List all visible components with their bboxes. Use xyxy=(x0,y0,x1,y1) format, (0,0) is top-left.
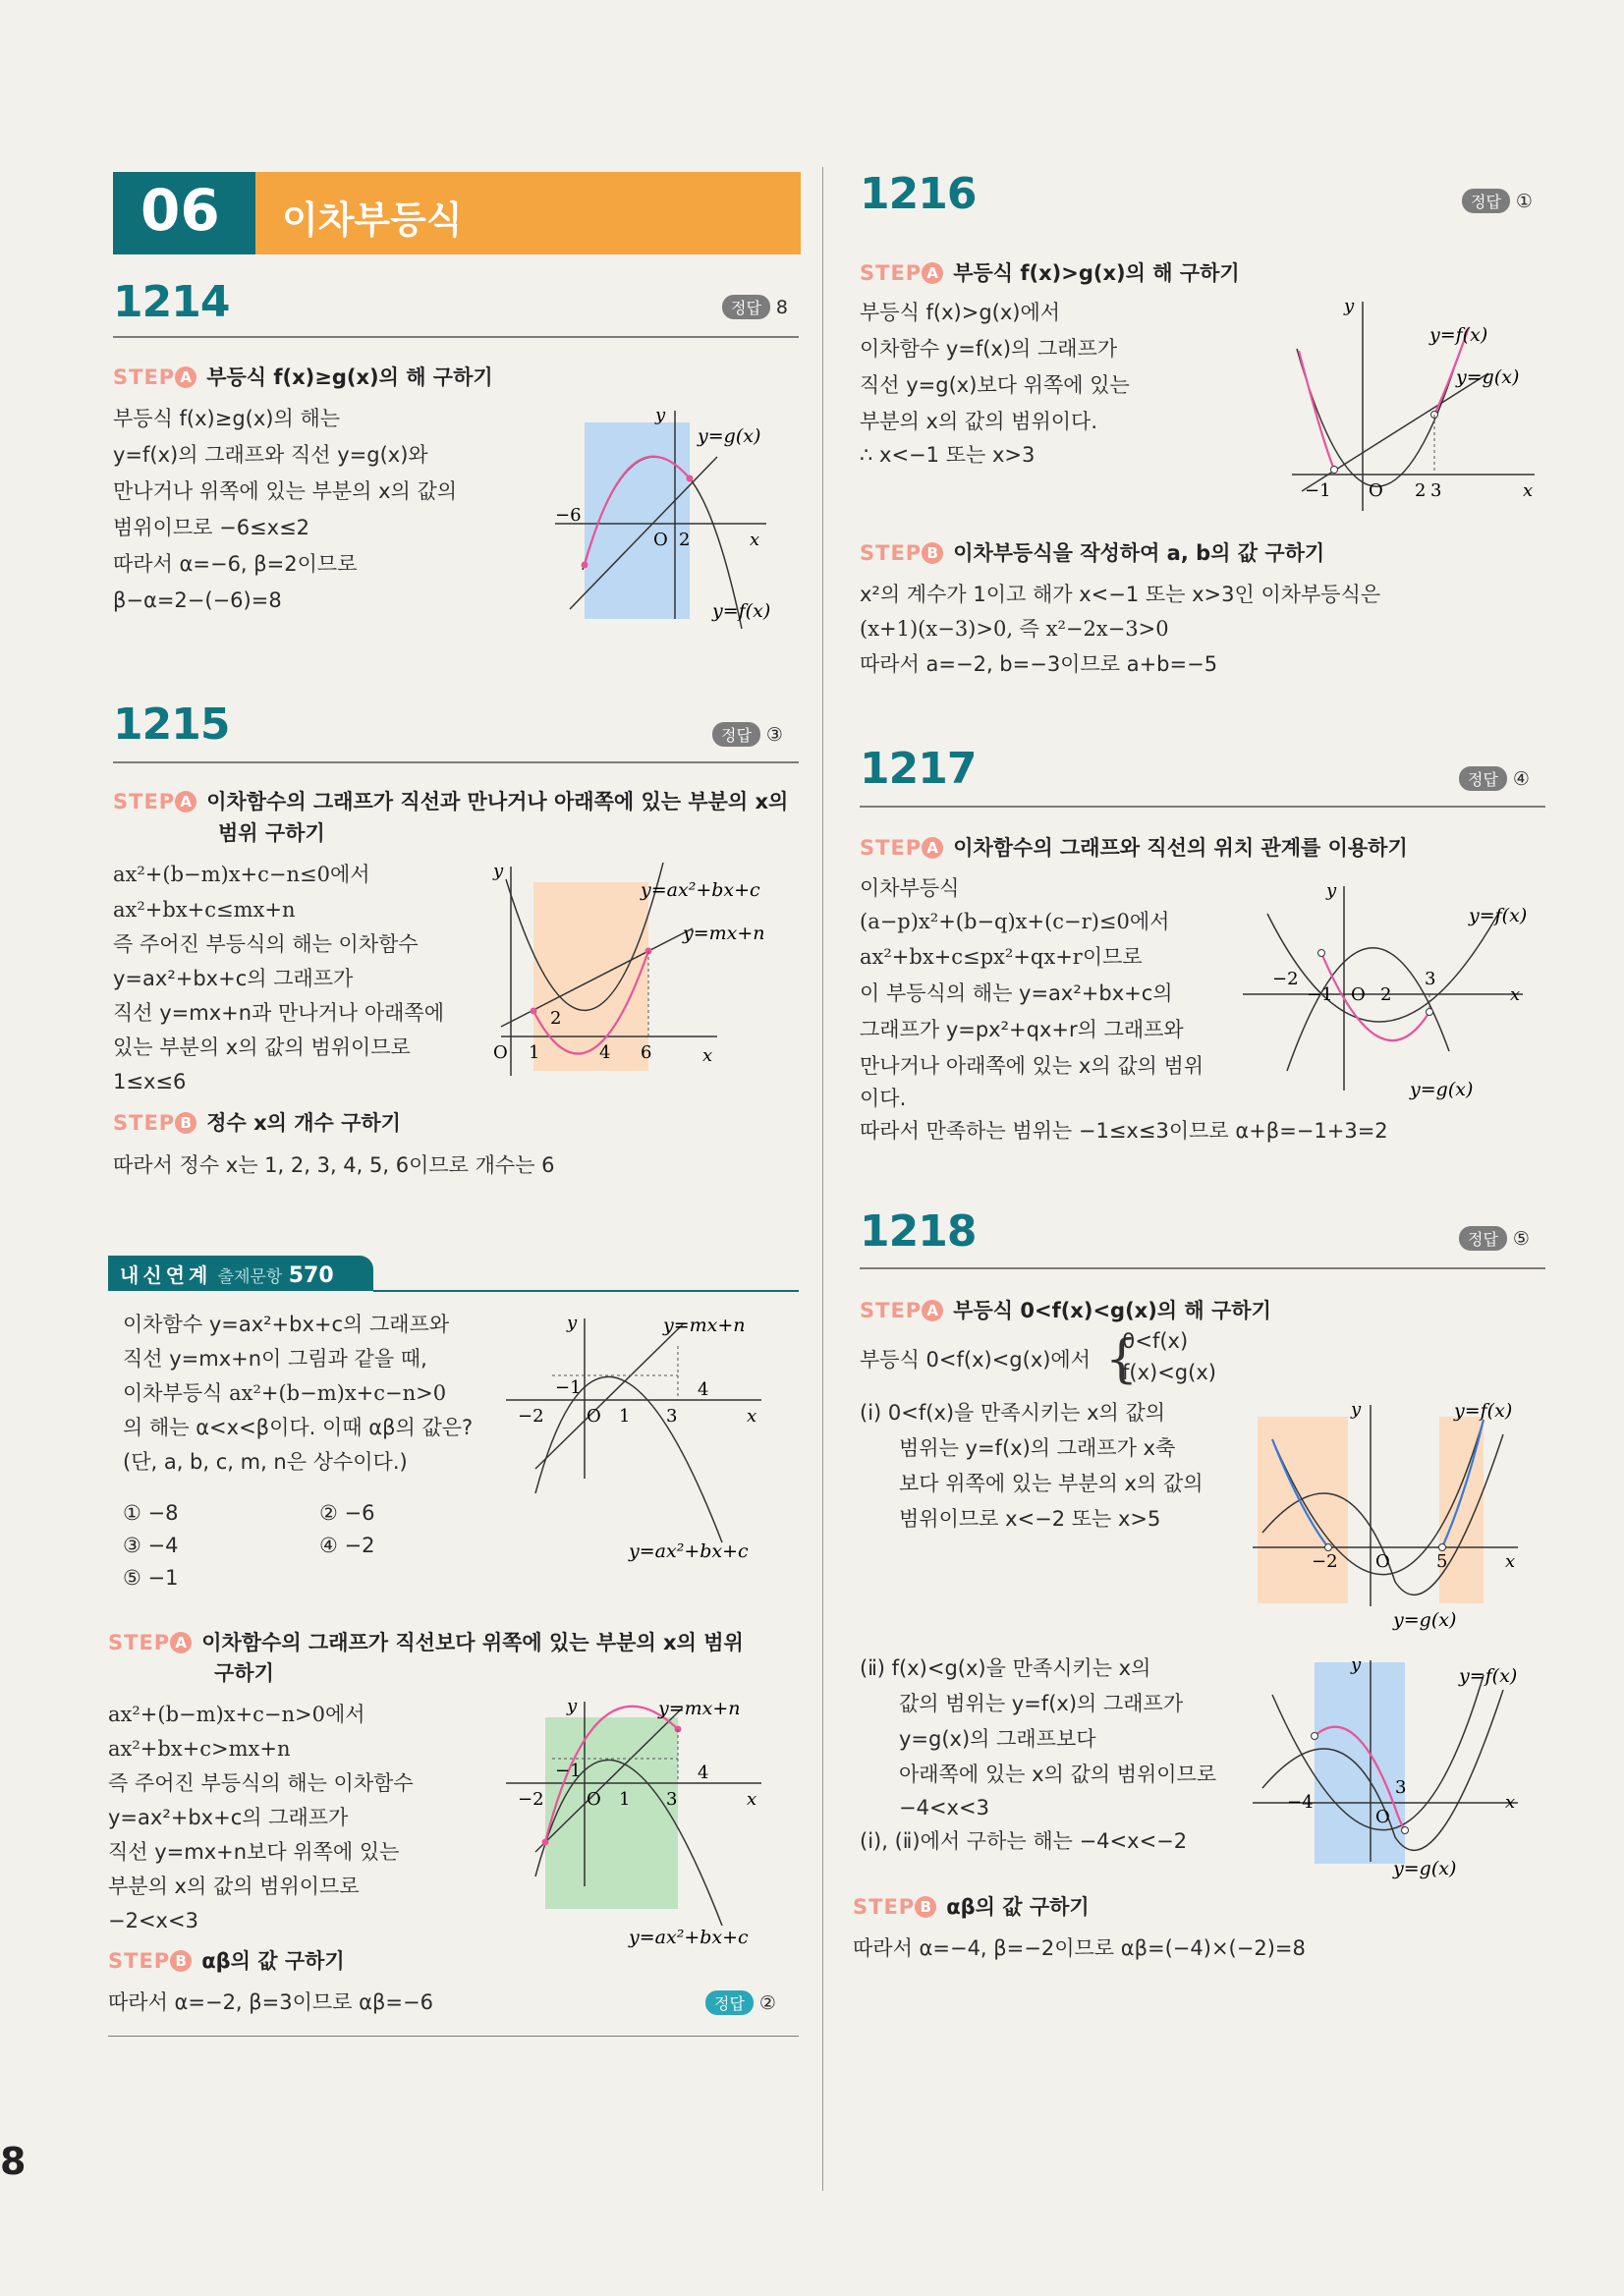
intersection-point xyxy=(1312,1733,1318,1740)
graph-570-solution xyxy=(496,1690,801,1950)
step-label: STEP xyxy=(113,365,176,389)
tick-label: −2 xyxy=(1272,969,1299,989)
curve-label: y=g(x) xyxy=(1410,1079,1474,1100)
graph-1218-i xyxy=(1248,1395,1552,1631)
step-letter: A xyxy=(175,366,196,388)
line: 부분의 x의 값의 범위이다. xyxy=(860,410,1097,433)
step-a-1217 xyxy=(860,832,1408,862)
choice-1: ① −8 xyxy=(123,1501,179,1525)
tick-label: 4 xyxy=(698,1763,709,1783)
axis-label-y: y xyxy=(1351,1654,1362,1675)
case-ii-line: 아래쪽에 있는 x의 값의 범위이므로 xyxy=(899,1763,1217,1786)
answer-1214 xyxy=(722,295,788,319)
step-b-1218 xyxy=(853,1891,1090,1921)
axis-label-y: y xyxy=(567,1313,578,1333)
step-label: STEP xyxy=(113,1111,176,1135)
step-label: STEP xyxy=(108,1631,171,1654)
line: 만나거나 위쪽에 있는 부분의 x의 값의 xyxy=(113,479,458,503)
step-letter: B xyxy=(915,1896,936,1918)
step-b-1216 xyxy=(860,537,1324,567)
line: 따라서 a=−2, b=−3이므로 a+b=−5 xyxy=(860,652,1218,676)
line: 만나거나 아래쪽에 있는 x의 값의 범위 xyxy=(860,1054,1204,1078)
line: 그래프가 y=px²+qx+r의 그래프와 xyxy=(860,1018,1184,1041)
tick-label: 1 xyxy=(529,1042,540,1063)
axis-label-x: x xyxy=(702,1045,713,1066)
answer-badge: 정답 xyxy=(705,1990,754,2015)
problem-number-1214: 1214 xyxy=(113,277,230,327)
line: x²의 계수가 1이고 해가 x<−1 또는 x>3인 이차부등식은 xyxy=(860,583,1381,606)
step-letter: B xyxy=(175,1112,196,1134)
chapter-header xyxy=(113,172,801,254)
step-a-1214 xyxy=(113,362,493,391)
line: 따라서 α=−6, β=2이므로 xyxy=(113,552,358,576)
curve-quadratic xyxy=(535,1376,722,1542)
question-line: (단, a, b, c, m, n은 상수이다.) xyxy=(123,1450,408,1474)
step-title: 이차함수의 그래프와 직선의 위치 관계를 이용하기 xyxy=(953,836,1408,860)
shaded-region xyxy=(1315,1662,1405,1864)
line-label: y=mx+n xyxy=(683,923,765,944)
answer-1217 xyxy=(1459,766,1530,791)
step-title: 부등식 f(x)>g(x)의 해 구하기 xyxy=(953,261,1240,285)
axis-label-x: x xyxy=(747,1789,757,1810)
step-a-1216 xyxy=(860,257,1240,287)
related-number: 570 xyxy=(288,1263,334,1288)
related-label xyxy=(120,1260,334,1288)
step-letter: A xyxy=(175,791,196,812)
step-letter: B xyxy=(922,542,943,564)
step-letter: A xyxy=(922,837,943,859)
axis-label-x: x xyxy=(1505,1551,1516,1572)
step-title: 범위 구하기 xyxy=(218,821,325,845)
step-title: 이차함수의 그래프가 직선과 만나거나 아래쪽에 있는 부분의 x의 xyxy=(206,790,789,813)
intersection-point xyxy=(1331,467,1338,474)
axis-label-x: x xyxy=(750,530,760,550)
related-label-main: 내신연계 xyxy=(120,1263,212,1287)
choice-4: ④ −2 xyxy=(319,1534,375,1557)
line: ax²+(b−m)x+c−n≤0에서 xyxy=(113,863,370,886)
shaded-region-left xyxy=(1258,1417,1348,1603)
line: ax²+bx+c≤px²+qx+r이므로 xyxy=(860,945,1143,969)
origin-label: O xyxy=(653,530,668,550)
tick-label: −1 xyxy=(555,1377,582,1398)
tick-label: 2 xyxy=(550,1008,562,1029)
problem-number-1217: 1217 xyxy=(860,744,977,794)
answer-badge: 정답 xyxy=(1459,1226,1507,1251)
intersection-point xyxy=(1402,1827,1409,1834)
axis-label-y: y xyxy=(1351,1399,1362,1420)
graph-1218-ii xyxy=(1248,1651,1552,1886)
curve-f xyxy=(1287,948,1449,1071)
step-label: STEP xyxy=(860,836,923,860)
case-iii-line: (ⅰ), (ⅱ)에서 구하는 해는 −4<x<−2 xyxy=(860,1829,1188,1853)
axis-label-y: y xyxy=(493,861,504,881)
answer-1218 xyxy=(1459,1226,1530,1251)
case-i-line: 범위는 y=f(x)의 그래프가 x축 xyxy=(899,1436,1176,1460)
origin-label: O xyxy=(587,1789,601,1810)
step-title: αβ의 값 구하기 xyxy=(946,1895,1090,1919)
origin-label: O xyxy=(493,1042,508,1063)
tick-label: 3 xyxy=(1395,1777,1407,1798)
problem-number-1218: 1218 xyxy=(860,1206,977,1257)
curve-label: y=f(x) xyxy=(1429,324,1488,346)
step-a-1215 xyxy=(113,786,788,815)
curve-label: y=g(x) xyxy=(1393,1609,1457,1631)
line-label: y=g(x) xyxy=(698,425,761,447)
root-point xyxy=(1325,1544,1332,1551)
step-label: STEP xyxy=(860,1299,923,1322)
curve-label: y=f(x) xyxy=(1469,905,1528,926)
related-label-sub: 출제문항 xyxy=(217,1267,283,1287)
system-line-2: f(x)<g(x) xyxy=(1122,1361,1216,1384)
axis-label-y: y xyxy=(567,1696,578,1716)
origin-label: O xyxy=(587,1406,601,1427)
origin-label: O xyxy=(1375,1807,1390,1827)
answer-badge: 정답 xyxy=(1462,189,1510,213)
choice-5: ⑤ −1 xyxy=(123,1566,179,1590)
curve-label: y=ax²+bx+c xyxy=(629,1927,749,1948)
curve-g xyxy=(1267,914,1498,1022)
rule-1214 xyxy=(113,336,799,338)
line: 이차부등식 xyxy=(860,876,960,900)
line: 직선 y=g(x)보다 위쪽에 있는 xyxy=(860,373,1130,397)
step-title: 이차부등식을 작성하여 a, b의 값 구하기 xyxy=(953,541,1325,565)
tick-label: 1 xyxy=(619,1406,631,1427)
intersection-point xyxy=(542,1839,549,1846)
answer-value: ① xyxy=(1515,191,1533,212)
choice-2: ② −6 xyxy=(319,1501,375,1525)
problem-number-1216: 1216 xyxy=(860,169,977,219)
step-a-570-cont xyxy=(214,1657,274,1687)
tick-label: −2 xyxy=(518,1789,544,1810)
line: 범위이므로 −6≤x≤2 xyxy=(113,516,310,539)
tick-label: −2 xyxy=(518,1406,544,1427)
final-line: 따라서 정수 x는 1, 2, 3, 4, 5, 6이므로 개수는 6 xyxy=(113,1153,555,1177)
line: ∴ x<−1 또는 x>3 xyxy=(860,443,1036,467)
intro-line: 부등식 0<f(x)<g(x)에서 xyxy=(860,1348,1092,1372)
curve-label: y=f(x) xyxy=(712,600,771,622)
rule-1217 xyxy=(860,806,1545,808)
intersection-point xyxy=(531,1008,537,1015)
tick-label: −1 xyxy=(1305,480,1331,501)
case-i-line: 보다 위쪽에 있는 부분의 x의 값의 xyxy=(899,1472,1204,1495)
answer-badge: 정답 xyxy=(1459,766,1507,791)
question-line: 직선 y=mx+n이 그림과 같을 때, xyxy=(123,1347,427,1371)
step-a-570 xyxy=(108,1627,744,1656)
question-line: 이차부등식 ax²+(b−m)x+c−n>0 xyxy=(123,1381,447,1405)
step-letter: A xyxy=(922,262,943,284)
step-letter: A xyxy=(922,1300,943,1321)
intersection-point xyxy=(687,476,694,482)
tick-label: 2 xyxy=(1415,480,1427,501)
answer-value: ③ xyxy=(765,724,783,746)
curve-label: y=f(x) xyxy=(1459,1665,1518,1687)
answer-value: ④ xyxy=(1512,768,1530,790)
origin-label: O xyxy=(1369,480,1383,501)
step-label: STEP xyxy=(108,1949,171,1973)
step-title: 정수 x의 개수 구하기 xyxy=(206,1111,401,1135)
tick-label: 2 xyxy=(679,530,691,550)
line: 이 부등식의 해는 y=ax²+bx+c의 xyxy=(860,981,1173,1005)
final-line: 따라서 α=−4, β=−2이므로 αβ=(−4)×(−2)=8 xyxy=(853,1936,1306,1960)
answer-1216 xyxy=(1462,189,1533,213)
graph-1215 xyxy=(481,855,801,1081)
graph-570-question xyxy=(496,1307,801,1567)
column-divider xyxy=(822,167,823,2191)
case-ii-line: −4<x<3 xyxy=(899,1796,989,1820)
line-label: y=g(x) xyxy=(1456,366,1520,388)
rule-1215 xyxy=(113,761,799,763)
axis-label-x: x xyxy=(1523,480,1534,501)
case-i-line: (ⅰ) 0<f(x)을 만족시키는 x의 값의 xyxy=(860,1401,1166,1425)
axis-label-y: y xyxy=(1326,880,1337,901)
case-ii-line: y=g(x)의 그래프보다 xyxy=(899,1727,1096,1751)
tick-label: 3 xyxy=(666,1406,678,1427)
intersection-point xyxy=(1318,950,1325,957)
curve-label: y=f(x) xyxy=(1454,1400,1513,1422)
tick-label: 4 xyxy=(599,1042,611,1063)
curve-label: y=ax²+bx+c xyxy=(641,879,760,901)
answer-1215 xyxy=(712,722,783,747)
step-title: αβ의 값 구하기 xyxy=(201,1949,345,1973)
tick-label: 3 xyxy=(1430,480,1442,501)
graph-1217 xyxy=(1233,874,1557,1105)
case-i-line: 범위이므로 x<−2 또는 x>5 xyxy=(899,1507,1161,1531)
tick-label: 2 xyxy=(1380,984,1392,1005)
tick-label: 4 xyxy=(698,1379,709,1400)
line: 부등식 f(x)>g(x)에서 xyxy=(860,301,1061,324)
origin-label: O xyxy=(1375,1551,1390,1572)
line: 있는 부분의 x의 값의 범위이므로 xyxy=(113,1036,411,1059)
curve-f xyxy=(1297,327,1469,486)
rule-1218 xyxy=(860,1267,1545,1269)
line: (x+1)(x−3)>0, 즉 x²−2x−3>0 xyxy=(860,617,1169,641)
answer-570 xyxy=(705,1990,776,2015)
step-b-570 xyxy=(108,1945,345,1975)
choice-3: ③ −4 xyxy=(123,1534,179,1557)
line: 부등식 f(x)≥g(x)의 해는 xyxy=(113,407,341,430)
origin-label: O xyxy=(1351,984,1366,1005)
line: 부분의 x의 값의 범위이므로 xyxy=(108,1875,360,1898)
axis-label-x: x xyxy=(747,1406,757,1427)
tick-label: 5 xyxy=(1436,1551,1448,1572)
line: y=f(x)의 그래프와 직선 y=g(x)와 xyxy=(113,443,428,467)
graph-1216 xyxy=(1277,290,1557,521)
step-a-1218 xyxy=(860,1295,1271,1324)
case-ii-line: (ⅱ) f(x)<g(x)을 만족시키는 x의 xyxy=(860,1656,1151,1680)
step-title: 구하기 xyxy=(214,1661,274,1685)
step-label: STEP xyxy=(113,790,176,813)
curve-label: y=g(x) xyxy=(1393,1858,1457,1879)
step-label: STEP xyxy=(853,1895,916,1919)
shaded-region xyxy=(545,1717,678,1909)
line-label: y=mx+n xyxy=(663,1315,746,1336)
line: 이차함수 y=f(x)의 그래프가 xyxy=(860,337,1118,361)
tick-label: 3 xyxy=(1425,969,1436,989)
tick-label: −6 xyxy=(555,505,582,526)
step-label: STEP xyxy=(860,261,923,285)
chapter-number: 06 xyxy=(140,177,220,244)
line-label: y=mx+n xyxy=(658,1698,741,1719)
tick-label: 3 xyxy=(666,1789,678,1810)
line: y=ax²+bx+c의 그래프가 xyxy=(113,967,354,990)
answer-badge: 정답 xyxy=(712,722,760,747)
line: ax²+(b−m)x+c−n>0에서 xyxy=(108,1703,365,1726)
step-letter: B xyxy=(170,1950,192,1972)
tick-label: −4 xyxy=(1287,1792,1314,1813)
system-line-1: 0<f(x) xyxy=(1122,1329,1189,1353)
shaded-region xyxy=(585,422,690,619)
page-number: 8 xyxy=(0,2140,27,2183)
line: ax²+bx+c>mx+n xyxy=(108,1737,291,1761)
shaded-region xyxy=(533,882,648,1071)
answer-badge: 정답 xyxy=(722,295,770,319)
intersection-point xyxy=(582,562,588,569)
case-ii-line: 값의 범위는 y=f(x)의 그래프가 xyxy=(899,1692,1184,1715)
step-title: 부등식 f(x)≥g(x)의 해 구하기 xyxy=(206,365,493,389)
curve-label: y=ax²+bx+c xyxy=(629,1540,749,1562)
related-rule xyxy=(373,1290,799,1292)
curve-f-highlight xyxy=(1321,953,1429,1040)
line: 직선 y=mx+n과 만나거나 아래쪽에 xyxy=(113,1001,444,1025)
step-a-1215-cont xyxy=(218,817,325,847)
tick-label: 6 xyxy=(641,1042,652,1063)
tick-label: −1 xyxy=(555,1761,582,1781)
final-line: 따라서 α=−2, β=3이므로 αβ=−6 xyxy=(108,1990,433,2014)
step-b-1215 xyxy=(113,1107,401,1137)
final-line: 따라서 만족하는 범위는 −1≤x≤3이므로 α+β=−1+3=2 xyxy=(860,1119,1388,1143)
line: 즉 주어진 부등식의 해는 이차함수 xyxy=(108,1771,414,1795)
line: 직선 y=mx+n보다 위쪽에 있는 xyxy=(108,1840,400,1864)
line: y=ax²+bx+c의 그래프가 xyxy=(108,1806,349,1829)
tick-label: −2 xyxy=(1312,1551,1338,1572)
axis-label-y: y xyxy=(1344,296,1355,316)
line: 즉 주어진 부등식의 해는 이차함수 xyxy=(113,932,419,956)
line: 1≤x≤6 xyxy=(113,1070,187,1093)
line: −2<x<3 xyxy=(108,1909,198,1932)
axis-label-x: x xyxy=(1510,984,1521,1005)
question-line: 이차함수 y=ax²+bx+c의 그래프와 xyxy=(123,1313,450,1336)
question-line: 의 해는 α<x<β이다. 이때 αβ의 값은? xyxy=(123,1416,474,1439)
line: β−α=2−(−6)=8 xyxy=(113,588,282,612)
step-title: 부등식 0<f(x)<g(x)의 해 구하기 xyxy=(953,1299,1271,1322)
axis-label-x: x xyxy=(1505,1792,1516,1813)
problem-number-1215: 1215 xyxy=(113,700,230,750)
step-label: STEP xyxy=(860,541,923,565)
step-title: 이차함수의 그래프가 직선보다 위쪽에 있는 부분의 x의 범위 xyxy=(201,1631,744,1654)
line: (a−p)x²+(b−q)x+(c−r)≤0에서 xyxy=(860,910,1170,933)
system-brace: { xyxy=(1105,1330,1139,1389)
tick-label: −1 xyxy=(1307,984,1333,1005)
graph-1214 xyxy=(545,403,801,639)
root-point xyxy=(1439,1544,1446,1551)
chapter-title: 이차부등식 xyxy=(282,198,463,242)
answer-value: ② xyxy=(758,1992,776,2014)
answer-value: ⑤ xyxy=(1512,1228,1530,1250)
line: 이다. xyxy=(860,1087,907,1110)
tick-label: 1 xyxy=(619,1789,631,1810)
step-letter: A xyxy=(170,1632,192,1653)
rule-570 xyxy=(108,2036,799,2037)
answer-value: 8 xyxy=(775,297,789,318)
line: ax²+bx+c≤mx+n xyxy=(113,898,296,922)
line-g xyxy=(1302,373,1488,491)
axis-label-y: y xyxy=(655,405,666,425)
